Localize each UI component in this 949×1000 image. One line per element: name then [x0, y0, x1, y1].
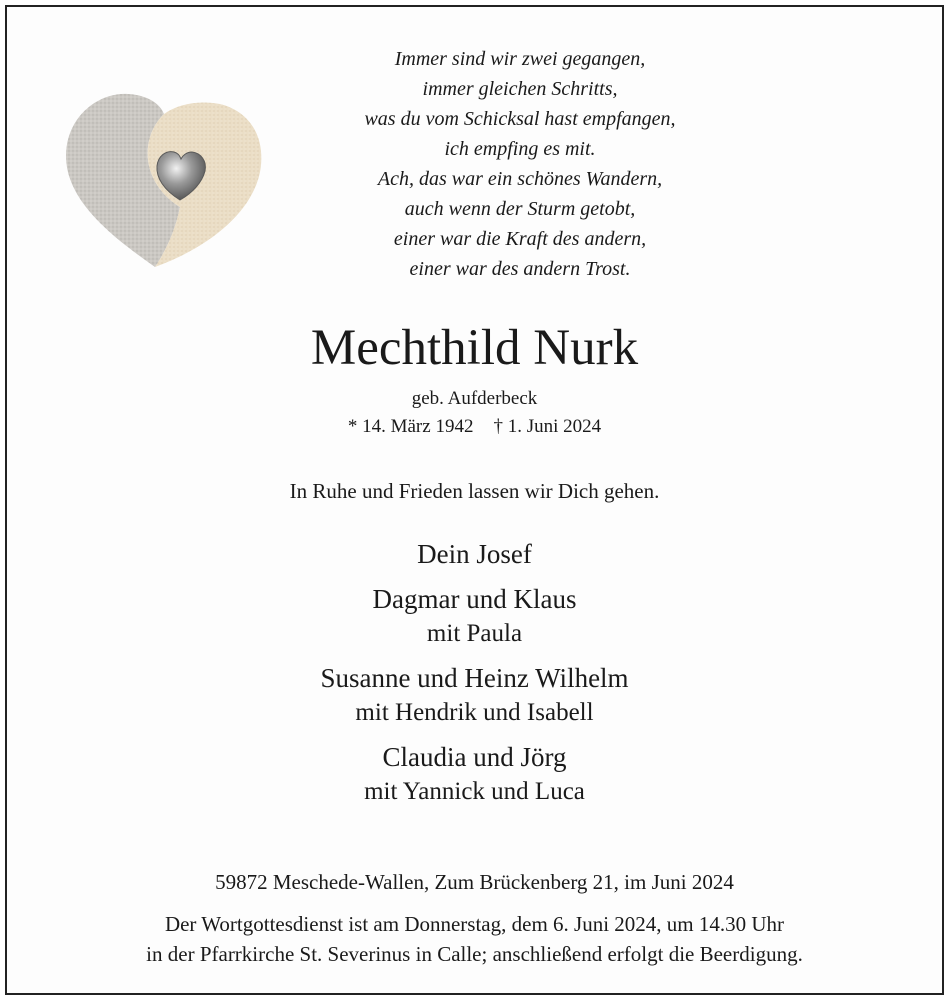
poem — [270, 44, 770, 284]
poem-line: immer gleichen Schritts, — [422, 78, 618, 100]
farewell-text: In Ruhe und Frieden lassen wir Dich gehen. — [289, 479, 660, 503]
service-line: in der Pfarrkirche St. Severinus in Calle; anschließend erfolgt die Beerdigung. — [146, 942, 803, 966]
address-line: 59872 Meschede-Wallen, Zum Brückenberg 21, im Juni 2024 — [215, 870, 734, 894]
family-group — [0, 660, 949, 730]
heart-icon — [60, 82, 270, 272]
service-line: Der Wortgottesdienst ist am Donnerstag, dem 6. Juni 2024, um 14.30 Uhr — [164, 912, 785, 936]
family-main: Dagmar und Klaus — [372, 584, 577, 614]
poem-line: einer war des andern Trost. — [409, 258, 631, 280]
service-info — [0, 909, 949, 969]
family-main: Dein Josef — [417, 539, 532, 569]
birth-date: * 14. März 1942 — [347, 416, 474, 437]
poem-line: einer war die Kraft des andern, — [393, 228, 647, 250]
family-main: Claudia und Jörg — [382, 742, 567, 772]
life-dates — [0, 413, 949, 441]
family-sub: mit Hendrik und Isabell — [355, 699, 594, 726]
family-sub: mit Yannick und Luca — [364, 778, 585, 805]
poem-line: auch wenn der Sturm getobt, — [404, 198, 636, 220]
poem-line: was du vom Schicksal hast empfangen, — [364, 108, 676, 130]
poem-line: Immer sind wir zwei gegangen, — [394, 48, 646, 70]
family-list — [0, 536, 949, 818]
family-main: Susanne und Heinz Wilhelm — [320, 663, 629, 693]
family-group — [0, 536, 949, 572]
birth-name: geb. Aufderbeck — [411, 388, 538, 409]
poem-line: Ach, das war ein schönes Wandern, — [377, 168, 663, 190]
family-group — [0, 739, 949, 809]
family-group — [0, 581, 949, 651]
poem-line: ich empfing es mit. — [444, 138, 596, 160]
death-date: † 1. Juni 2024 — [493, 416, 602, 437]
family-sub: mit Paula — [426, 620, 523, 647]
deceased-name: Mechthild Nurk — [310, 320, 639, 376]
